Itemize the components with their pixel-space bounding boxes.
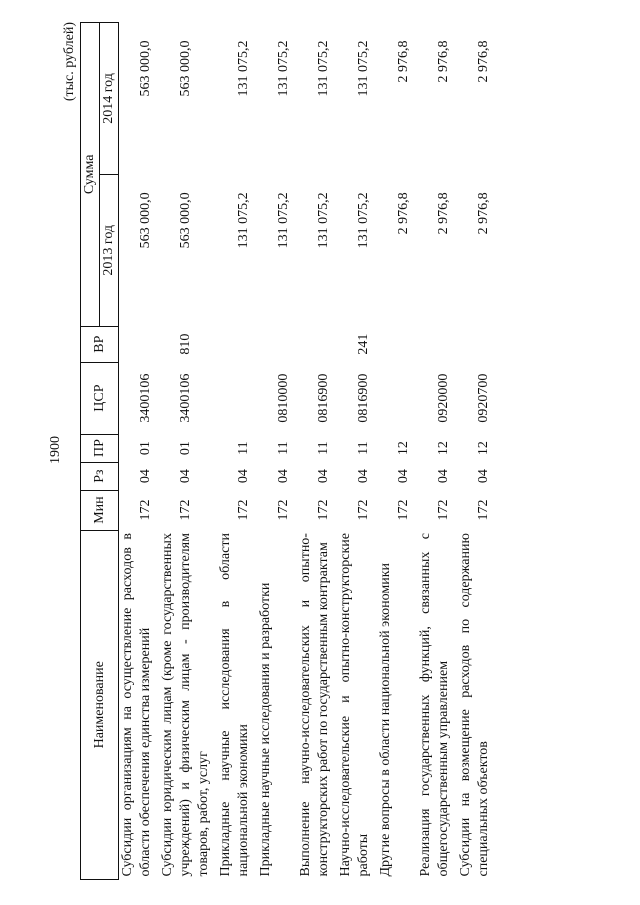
table-row (297, 23, 337, 880)
row-min: 172 (476, 499, 491, 521)
row-2014: 131 075,2 (236, 40, 251, 97)
header-rz: Рз (81, 462, 119, 490)
row-vr (119, 326, 160, 362)
header-vr: ВР (81, 326, 119, 362)
row-vr: 241 (356, 333, 371, 355)
table-row (337, 23, 377, 880)
row-2014: 2 976,8 (396, 40, 411, 83)
row-pr: 11 (316, 441, 331, 455)
row-pr: 12 (436, 441, 451, 456)
row-2014: 131 075,2 (356, 40, 371, 97)
table-row (119, 23, 160, 880)
row-2014: 563 000,0 (138, 40, 153, 97)
row-min: 172 (178, 499, 193, 521)
row-vr: 810 (178, 333, 193, 355)
row-name: Другие вопросы в области национальной экономики (378, 562, 393, 877)
row-pr: 12 (476, 441, 491, 456)
row-2013: 2 976,8 (436, 192, 451, 235)
header-min: Мин (81, 490, 119, 530)
row-csr: 3400106 (138, 373, 153, 423)
table-row (217, 23, 257, 880)
row-2014: 563 000,0 (178, 40, 193, 97)
row-min: 172 (138, 499, 153, 521)
row-min: 172 (356, 499, 371, 521)
row-name: Научно-исследовательские и опытно-конструкторские работы (338, 533, 371, 877)
row-vr (297, 326, 337, 362)
row-min: 172 (236, 499, 251, 521)
row-rz: 04 (356, 469, 371, 484)
row-pr: 12 (396, 441, 411, 456)
budget-table (80, 22, 497, 880)
row-2014: 2 976,8 (476, 40, 491, 83)
row-csr: 0920000 (436, 373, 451, 423)
row-min: 172 (436, 499, 451, 521)
row-min: 172 (316, 499, 331, 521)
row-2014: 131 075,2 (276, 40, 291, 97)
row-2013: 2 976,8 (396, 192, 411, 235)
table-row (377, 23, 417, 880)
row-2013: 131 075,2 (276, 192, 291, 249)
row-name: Выполнение научно-исследовательских и опытно-конструкторских работ по государственным контрактам (298, 533, 331, 877)
row-vr (377, 326, 417, 362)
header-2013: 2013 год (100, 174, 119, 326)
row-pr: 11 (276, 441, 291, 455)
row-vr (217, 326, 257, 362)
row-2013: 2 976,8 (476, 192, 491, 235)
row-csr (217, 362, 257, 434)
row-2014: 2 976,8 (436, 40, 451, 83)
row-csr: 0810000 (276, 373, 291, 423)
header-name: Наименование (81, 530, 119, 879)
row-2013: 563 000,0 (138, 192, 153, 249)
row-2013: 131 075,2 (236, 192, 251, 249)
row-name: Реализация государственных функций, связанных с общегосударственным управлением (418, 533, 451, 877)
row-csr: 0816900 (316, 373, 331, 423)
row-rz: 04 (396, 469, 411, 484)
row-pr: 01 (178, 441, 193, 456)
row-2013: 131 075,2 (356, 192, 371, 249)
row-rz: 04 (178, 469, 193, 484)
row-2013: 563 000,0 (178, 192, 193, 249)
row-min: 172 (276, 499, 291, 521)
header-2014: 2014 год (100, 23, 119, 175)
row-name: Субсидии на возмещение расходов по содержанию специальных объектов (458, 533, 491, 877)
row-csr: 0920700 (476, 373, 491, 423)
page-number: 1900 (48, 436, 63, 464)
row-name: Субсидии юридическим лицам (кроме государственных учреждений) и физическим лицам - производителям товаров, работ, услуг (160, 533, 211, 877)
row-rz: 04 (236, 469, 251, 484)
row-rz: 04 (276, 469, 291, 484)
row-csr (377, 362, 417, 434)
units-label: (тыс. рублей) (62, 22, 77, 102)
table-row (457, 23, 497, 880)
row-name: Прикладные научные исследования в области национальной экономики (218, 533, 251, 877)
row-name: Прикладные научные исследования и разработки (258, 582, 273, 877)
row-rz: 04 (476, 469, 491, 484)
table-row (417, 23, 457, 880)
rotated-table-region (48, 20, 608, 880)
row-csr: 0816900 (356, 373, 371, 423)
row-2014: 131 075,2 (316, 40, 331, 97)
row-vr (257, 326, 297, 362)
row-vr (417, 326, 457, 362)
row-pr: 11 (236, 441, 251, 455)
row-pr: 11 (356, 441, 371, 455)
row-rz: 04 (316, 469, 331, 484)
table-row (159, 23, 217, 880)
row-vr (457, 326, 497, 362)
row-name: Субсидии организациям на осуществление расходов в области обеспечения единства измерений (120, 533, 153, 877)
row-rz: 04 (138, 469, 153, 484)
row-csr: 3400106 (178, 373, 193, 423)
row-pr: 01 (138, 441, 153, 456)
header-sum: Сумма (81, 23, 100, 327)
table-row (257, 23, 297, 880)
header-pr: ПР (81, 434, 119, 462)
row-2013: 131 075,2 (316, 192, 331, 249)
row-rz: 04 (436, 469, 451, 484)
row-min: 172 (396, 499, 411, 521)
header-csr: ЦСР (81, 362, 119, 434)
